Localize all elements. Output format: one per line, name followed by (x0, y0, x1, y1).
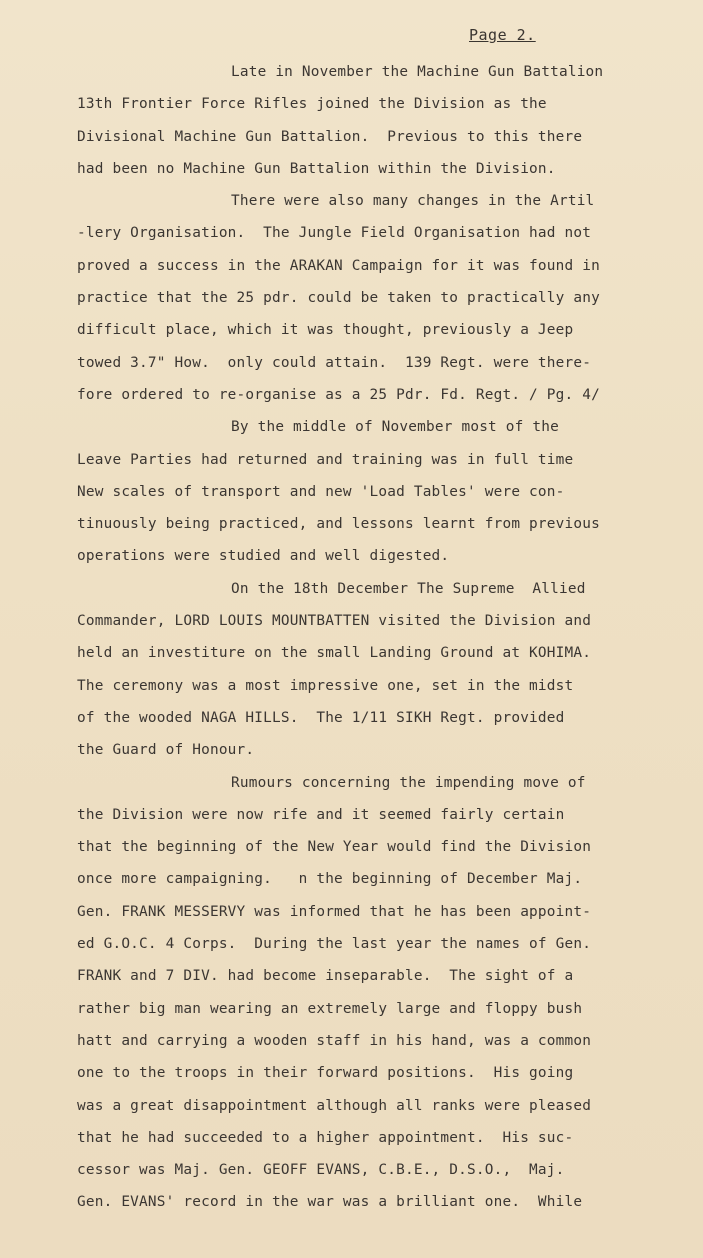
text-line: Late in November the Machine Gun Battalion (231, 64, 604, 80)
text-line: once more campaigning. n the beginning of December Maj. (77, 871, 583, 888)
text-line: By the middle of November most of the (231, 419, 559, 436)
text-line: 13th Frontier Force Rifles joined the Division as the (77, 96, 547, 113)
text-line: -lery Organisation. The Jungle Field Organisation had not (77, 225, 592, 242)
page-number: Page 2. (469, 26, 536, 44)
text-line: had been no Machine Gun Battalion within the Division. (77, 160, 556, 177)
text-line: Divisional Machine Gun Battalion. Previous to this there (77, 128, 583, 145)
text-line: the Guard of Honour. (77, 742, 255, 759)
text-line: Commander, LORD LOUIS MOUNTBATTEN visited the Division and (77, 613, 592, 630)
text-line: the Division were now rife and it seemed fairly certain (77, 806, 565, 823)
text-line: hatt and carrying a wooden staff in his hand, was a common (77, 1032, 592, 1049)
text-line: Leave Parties had returned and training was in full time (77, 451, 574, 468)
text-line: Rumours concerning the impending move of (231, 774, 586, 791)
text-line: towed 3.7" How. only could attain. 139 Regt. were there- (77, 354, 592, 371)
text-line: The ceremony was a most impressive one, set in the midst (77, 677, 574, 694)
text-line: was a great disappointment although all ranks were pleased (77, 1097, 592, 1114)
text-line: one to the troops in their forward positions. His going (77, 1065, 574, 1082)
text-line: FRANK and 7 DIV. had become inseparable. The sight of a (77, 968, 574, 985)
text-line: proved a success in the ARAKAN Campaign for it was found in (77, 257, 600, 274)
text-line: New scales of transport and new 'Load Tables' were con- (77, 483, 565, 500)
text-line: fore ordered to re-organise as a 25 Pdr. Fd. Regt. / Pg. 4/ (77, 386, 600, 403)
body-text (77, 56, 677, 1219)
text-line: practice that the 25 pdr. could be taken to practically any (77, 290, 600, 307)
text-line: There were also many changes in the Artil (231, 193, 595, 210)
text-line: cessor was Maj. Gen. GEOFF EVANS, C.B.E., D.S.O., Maj. (77, 1162, 565, 1179)
text-line: rather big man wearing an extremely large and floppy bush (77, 1000, 583, 1017)
text-line: that the beginning of the New Year would find the Division (77, 839, 592, 856)
text-line: Gen. EVANS' record in the war was a brilliant one. While (77, 1194, 583, 1211)
text-line: held an investiture on the small Landing Ground at KOHIMA. (77, 645, 592, 662)
text-line: that he had succeeded to a higher appointment. His suc- (77, 1129, 574, 1146)
text-line: tinuously being practiced, and lessons learnt from previous (77, 516, 600, 533)
text-line: of the wooded NAGA HILLS. The 1/11 SIKH Regt. provided (77, 709, 565, 726)
text-line: operations were studied and well digested. (77, 548, 450, 565)
text-line: ed G.O.C. 4 Corps. During the last year the names of Gen. (77, 936, 592, 953)
text-line: difficult place, which it was thought, previously a Jeep (77, 322, 574, 339)
text-line: On the 18th December The Supreme Allied (231, 580, 586, 597)
text-line: Gen. FRANK MESSERVY was informed that he has been appoint- (77, 903, 592, 920)
